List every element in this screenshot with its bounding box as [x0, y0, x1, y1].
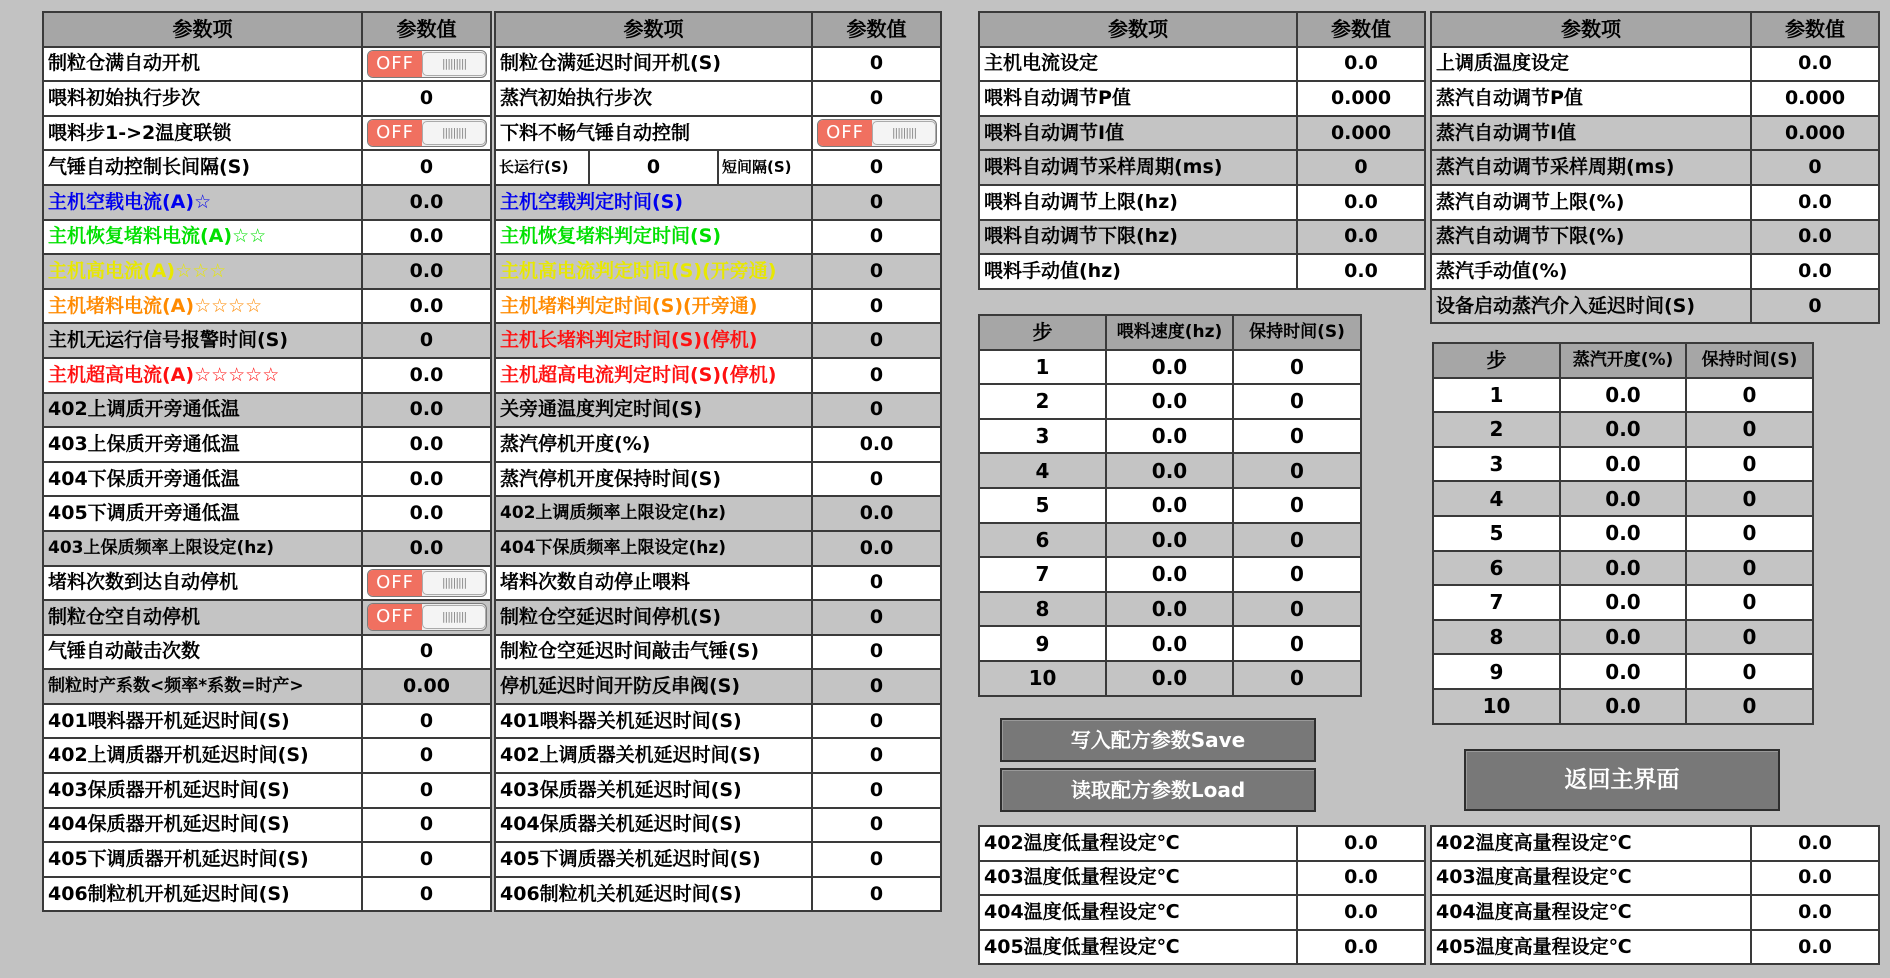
header-param-value: 参数值: [812, 12, 941, 47]
step-number: 2: [1433, 412, 1560, 447]
param-value[interactable]: 0.0: [1297, 220, 1425, 255]
param-value[interactable]: 0: [812, 323, 941, 358]
param-value[interactable]: 0: [362, 738, 491, 773]
param-label: 堵料次数自动停止喂料: [495, 566, 812, 601]
hold-time-value[interactable]: 0: [1686, 620, 1813, 655]
step-number: 5: [1433, 516, 1560, 551]
param-label: 蒸汽手动值(%): [1431, 254, 1751, 289]
param-label: 蒸汽自动调节上限(%): [1431, 185, 1751, 220]
step-number: 5: [979, 488, 1106, 523]
param-label: 主机恢复堵料判定时间(S): [495, 220, 812, 255]
header-param-name: 参数项: [979, 12, 1297, 47]
param-label: 制粒仓空延迟时间敲击气锤(S): [495, 635, 812, 670]
param-label: 402上调质器开机延迟时间(S): [43, 738, 362, 773]
header-param-value: 参数值: [362, 12, 491, 47]
param-value[interactable]: 0.0: [1297, 895, 1425, 930]
param-value[interactable]: 0: [812, 808, 941, 843]
hold-time-value[interactable]: 0: [1233, 661, 1361, 696]
toggle-state: OFF: [368, 570, 422, 596]
header-param-value: 参数值: [1751, 12, 1879, 47]
param-value[interactable]: 0.0: [362, 496, 491, 531]
param-value[interactable]: 0: [1297, 150, 1425, 185]
param-value[interactable]: 0: [812, 185, 941, 220]
param-label: 401喂料器开机延迟时间(S): [43, 704, 362, 739]
param-value[interactable]: 0.0: [362, 254, 491, 289]
param-label: 403温度高量程设定℃: [1431, 861, 1751, 896]
hold-time-value[interactable]: 0: [1686, 585, 1813, 620]
param-label: 403保质器关机延迟时间(S): [495, 773, 812, 808]
step-number: 6: [979, 523, 1106, 558]
param-value[interactable]: 0: [362, 877, 491, 912]
param-value[interactable]: 0.0: [812, 496, 941, 531]
step-number: 7: [979, 557, 1106, 592]
steam-opening-value[interactable]: 0.0: [1560, 654, 1686, 689]
off-switch[interactable]: [367, 50, 487, 78]
param-label: 主机空载判定时间(S): [495, 185, 812, 220]
param-label: 403上保质开旁通低温: [43, 427, 362, 462]
params-table-1: [42, 11, 492, 912]
param-value[interactable]: 0: [362, 704, 491, 739]
off-switch[interactable]: [817, 119, 937, 147]
param-value[interactable]: 0.0: [1751, 826, 1879, 861]
hold-time-value[interactable]: 0: [1233, 592, 1361, 627]
param-value[interactable]: 0: [812, 462, 941, 497]
param-value[interactable]: 0: [1751, 150, 1879, 185]
param-value[interactable]: 0: [362, 635, 491, 670]
param-label: 关旁通温度判定时间(S): [495, 393, 812, 428]
param-toggle[interactable]: [812, 116, 941, 151]
header-hold-time: 保持时间(S): [1686, 343, 1813, 378]
param-value[interactable]: 0: [812, 669, 941, 704]
header-feed-speed: 喂料速度(hz): [1106, 315, 1233, 350]
param-label: 停机延迟时间开防反串阀(S): [495, 669, 812, 704]
param-toggle[interactable]: [362, 116, 491, 151]
param-toggle[interactable]: [362, 566, 491, 601]
step-number: 9: [1433, 654, 1560, 689]
param-value[interactable]: 0.0: [362, 185, 491, 220]
feed-speed-value[interactable]: 0.0: [1106, 557, 1233, 592]
header-steam-opening: 蒸汽开度(%): [1560, 343, 1686, 378]
off-switch[interactable]: [367, 603, 487, 631]
param-label: 主机高电流(A)☆☆☆: [43, 254, 362, 289]
param-value[interactable]: 0.0: [812, 531, 941, 566]
header-param-name: 参数项: [495, 12, 812, 47]
grip-icon: |||||||||: [422, 605, 486, 629]
save-recipe-button[interactable]: 写入配方参数Save: [1000, 718, 1316, 762]
step-number: 10: [979, 661, 1106, 696]
feed-speed-value[interactable]: 0.0: [1106, 661, 1233, 696]
param-value[interactable]: 0.0: [362, 462, 491, 497]
long-run-label: 长运行(S): [495, 150, 589, 185]
hold-time-value[interactable]: 0: [1233, 453, 1361, 488]
header-hold-time: 保持时间(S): [1233, 315, 1361, 350]
param-value[interactable]: 0: [362, 808, 491, 843]
param-label: 蒸汽停机开度(%): [495, 427, 812, 462]
low-range-table: [978, 825, 1426, 965]
step-number: 8: [1433, 620, 1560, 655]
feed-speed-value[interactable]: 0.0: [1106, 419, 1233, 454]
grip-icon: |||||||||: [422, 571, 486, 595]
param-toggle[interactable]: [362, 600, 491, 635]
param-value[interactable]: 0.0: [1297, 47, 1425, 82]
param-label: 406制粒机开机延迟时间(S): [43, 877, 362, 912]
params-table-2: [494, 11, 942, 912]
toggle-state: OFF: [818, 120, 872, 146]
param-value[interactable]: 0.0: [362, 220, 491, 255]
param-label: 制粒时产系数<频率*系数=时产>: [43, 669, 362, 704]
feed-speed-value[interactable]: 0.0: [1106, 350, 1233, 385]
steam-opening-value[interactable]: 0.0: [1560, 378, 1686, 413]
param-value[interactable]: 0: [812, 289, 941, 324]
param-value[interactable]: 0.0: [362, 393, 491, 428]
hold-time-value[interactable]: 0: [1233, 488, 1361, 523]
param-label: 蒸汽自动调节I值: [1431, 116, 1751, 151]
param-value[interactable]: 0: [812, 393, 941, 428]
feed-speed-value[interactable]: 0.0: [1106, 523, 1233, 558]
param-label: 主机长堵料判定时间(S)(停机): [495, 323, 812, 358]
off-switch[interactable]: [367, 119, 487, 147]
param-label: 405下调质开旁通低温: [43, 496, 362, 531]
param-label: 402温度高量程设定℃: [1431, 826, 1751, 861]
param-value[interactable]: 0.0: [362, 358, 491, 393]
steam-opening-value[interactable]: 0.0: [1560, 516, 1686, 551]
load-recipe-button[interactable]: 读取配方参数Load: [1000, 768, 1316, 812]
step-number: 7: [1433, 585, 1560, 620]
param-label: 主机高电流判定时间(S)(开旁通): [495, 254, 812, 289]
param-label: 402上调质频率上限设定(hz): [495, 496, 812, 531]
hold-time-value[interactable]: 0: [1233, 350, 1361, 385]
param-value[interactable]: 0: [812, 358, 941, 393]
param-label: 主机无运行信号报警时间(S): [43, 323, 362, 358]
short-interval-label: 短间隔(S): [718, 150, 812, 185]
param-label: 404保质器关机延迟时间(S): [495, 808, 812, 843]
param-label: 405温度低量程设定℃: [979, 930, 1297, 965]
param-label: 气锤自动敲击次数: [43, 635, 362, 670]
hold-time-value[interactable]: 0: [1686, 412, 1813, 447]
param-value[interactable]: 0.0: [812, 427, 941, 462]
grip-icon: |||||||||: [422, 52, 486, 76]
param-label: 蒸汽自动调节P值: [1431, 81, 1751, 116]
hold-time-value[interactable]: 0: [1233, 419, 1361, 454]
hold-time-value[interactable]: 0: [1686, 689, 1813, 724]
param-value[interactable]: 0.000: [1297, 81, 1425, 116]
param-label: 406制粒机关机延迟时间(S): [495, 877, 812, 912]
param-value[interactable]: 0.0: [362, 427, 491, 462]
steam-opening-value[interactable]: 0.0: [1560, 689, 1686, 724]
grip-icon: |||||||||: [872, 121, 936, 145]
param-value[interactable]: 0: [812, 220, 941, 255]
off-switch[interactable]: [367, 569, 487, 597]
param-value[interactable]: 0: [812, 738, 941, 773]
step-number: 4: [1433, 481, 1560, 516]
param-value[interactable]: 0.0: [1751, 895, 1879, 930]
param-label: 403保质器开机延迟时间(S): [43, 773, 362, 808]
hold-time-value[interactable]: 0: [1686, 551, 1813, 586]
short-interval-value[interactable]: 0: [812, 150, 941, 185]
param-label: 404温度低量程设定℃: [979, 895, 1297, 930]
toggle-state: OFF: [368, 120, 422, 146]
param-label: 蒸汽自动调节采样周期(ms): [1431, 150, 1751, 185]
param-label: 气锤自动控制长间隔(S): [43, 150, 362, 185]
header-param-name: 参数项: [1431, 12, 1751, 47]
steam-opening-value[interactable]: 0.0: [1560, 481, 1686, 516]
param-value[interactable]: 0: [362, 150, 491, 185]
param-value[interactable]: 0: [362, 842, 491, 877]
param-label: 设备启动蒸汽介入延迟时间(S): [1431, 289, 1751, 324]
param-value[interactable]: 0: [362, 323, 491, 358]
param-value[interactable]: 0.0: [1751, 861, 1879, 896]
param-label: 405下调质器关机延迟时间(S): [495, 842, 812, 877]
param-label: 404保质器开机延迟时间(S): [43, 808, 362, 843]
param-label: 喂料自动调节P值: [979, 81, 1297, 116]
feed-speed-value[interactable]: 0.0: [1106, 488, 1233, 523]
param-value[interactable]: 0.000: [1297, 116, 1425, 151]
param-value[interactable]: 0.0: [1297, 254, 1425, 289]
param-value[interactable]: 0.0: [1297, 826, 1425, 861]
param-label: 主机堵料电流(A)☆☆☆☆: [43, 289, 362, 324]
param-label: 下料不畅气锤自动控制: [495, 116, 812, 151]
param-value[interactable]: 0.0: [1297, 861, 1425, 896]
feed-steps-table: [978, 314, 1362, 697]
param-label: 401喂料器关机延迟时间(S): [495, 704, 812, 739]
param-label: 402上调质开旁通低温: [43, 393, 362, 428]
param-value[interactable]: 0.0: [1751, 254, 1879, 289]
param-label: 403温度低量程设定℃: [979, 861, 1297, 896]
header-param-name: 参数项: [43, 12, 362, 47]
hold-time-value[interactable]: 0: [1686, 516, 1813, 551]
hold-time-value[interactable]: 0: [1233, 384, 1361, 419]
feed-speed-value[interactable]: 0.0: [1106, 384, 1233, 419]
feed-pid-table: [978, 11, 1426, 290]
param-label: 402上调质器关机延迟时间(S): [495, 738, 812, 773]
hold-time-value[interactable]: 0: [1686, 654, 1813, 689]
param-label: 主机电流设定: [979, 47, 1297, 82]
steam-pid-table: [1430, 11, 1880, 324]
feed-speed-value[interactable]: 0.0: [1106, 453, 1233, 488]
param-value[interactable]: 0: [812, 81, 941, 116]
param-label: 403上保质频率上限设定(hz): [43, 531, 362, 566]
param-label: 喂料步1->2温度联锁: [43, 116, 362, 151]
param-value[interactable]: 0: [812, 773, 941, 808]
grip-icon: |||||||||: [422, 121, 486, 145]
param-value[interactable]: 0: [812, 635, 941, 670]
param-label: 404温度高量程设定℃: [1431, 895, 1751, 930]
param-label: 制粒仓满自动开机: [43, 47, 362, 82]
param-label: 402温度低量程设定℃: [979, 826, 1297, 861]
param-label: 405下调质器开机延迟时间(S): [43, 842, 362, 877]
param-label: 主机空载电流(A)☆: [43, 185, 362, 220]
step-number: 9: [979, 626, 1106, 661]
step-number: 8: [979, 592, 1106, 627]
param-value[interactable]: 0: [362, 81, 491, 116]
param-value[interactable]: 0.00: [362, 669, 491, 704]
param-label: 主机超高电流判定时间(S)(停机): [495, 358, 812, 393]
param-toggle[interactable]: [362, 47, 491, 82]
param-label: 堵料次数到达自动停机: [43, 566, 362, 601]
param-value[interactable]: 0.000: [1751, 116, 1879, 151]
param-value[interactable]: 0: [812, 842, 941, 877]
hold-time-value[interactable]: 0: [1233, 523, 1361, 558]
param-value[interactable]: 0: [812, 566, 941, 601]
param-label: 喂料自动调节I值: [979, 116, 1297, 151]
step-number: 1: [1433, 378, 1560, 413]
steam-opening-value[interactable]: 0.0: [1560, 551, 1686, 586]
step-number: 2: [979, 384, 1106, 419]
hold-time-value[interactable]: 0: [1233, 626, 1361, 661]
long-run-value[interactable]: 0: [589, 150, 718, 185]
param-label: 404下保质频率上限设定(hz): [495, 531, 812, 566]
param-label: 上调质温度设定: [1431, 47, 1751, 82]
high-range-table: [1430, 825, 1880, 965]
param-label: 制粒仓满延迟时间开机(S): [495, 47, 812, 82]
param-value[interactable]: 0: [1751, 289, 1879, 324]
steam-opening-value[interactable]: 0.0: [1560, 412, 1686, 447]
steam-steps-table: [1432, 342, 1814, 725]
param-value[interactable]: 0: [812, 47, 941, 82]
step-number: 6: [1433, 551, 1560, 586]
hold-time-value[interactable]: 0: [1686, 378, 1813, 413]
param-label: 喂料自动调节下限(hz): [979, 220, 1297, 255]
step-number: 3: [1433, 447, 1560, 482]
step-number: 1: [979, 350, 1106, 385]
param-label: 蒸汽自动调节下限(%): [1431, 220, 1751, 255]
param-label: 405温度高量程设定℃: [1431, 930, 1751, 965]
param-value[interactable]: 0.0: [1751, 47, 1879, 82]
param-label: 蒸汽初始执行步次: [495, 81, 812, 116]
toggle-state: OFF: [368, 51, 422, 77]
param-value[interactable]: 0.0: [1751, 185, 1879, 220]
step-number: 3: [979, 419, 1106, 454]
param-label: 蒸汽停机开度保持时间(S): [495, 462, 812, 497]
hold-time-value[interactable]: 0: [1233, 557, 1361, 592]
step-number: 4: [979, 453, 1106, 488]
steam-opening-value[interactable]: 0.0: [1560, 585, 1686, 620]
hold-time-value[interactable]: 0: [1686, 447, 1813, 482]
param-label: 主机超高电流(A)☆☆☆☆☆: [43, 358, 362, 393]
param-label: 主机恢复堵料电流(A)☆☆: [43, 220, 362, 255]
param-label: 404下保质开旁通低温: [43, 462, 362, 497]
param-label: 喂料自动调节采样周期(ms): [979, 150, 1297, 185]
feed-speed-value[interactable]: 0.0: [1106, 626, 1233, 661]
param-value[interactable]: 0.0: [1751, 930, 1879, 965]
step-number: 10: [1433, 689, 1560, 724]
feed-speed-value[interactable]: 0.0: [1106, 592, 1233, 627]
hold-time-value[interactable]: 0: [1686, 481, 1813, 516]
param-value[interactable]: 0: [812, 877, 941, 912]
param-label: 喂料自动调节上限(hz): [979, 185, 1297, 220]
param-value[interactable]: 0: [812, 600, 941, 635]
header-step: 步: [979, 315, 1106, 350]
param-value[interactable]: 0: [812, 254, 941, 289]
param-value[interactable]: 0.0: [1751, 220, 1879, 255]
header-param-value: 参数值: [1297, 12, 1425, 47]
return-home-button[interactable]: 返回主界面: [1464, 749, 1780, 811]
steam-opening-value[interactable]: 0.0: [1560, 447, 1686, 482]
param-label: 喂料手动值(hz): [979, 254, 1297, 289]
param-value[interactable]: 0.0: [362, 531, 491, 566]
param-value[interactable]: 0: [812, 704, 941, 739]
param-label: 主机堵料判定时间(S)(开旁通): [495, 289, 812, 324]
param-label: 制粒仓空延迟时间停机(S): [495, 600, 812, 635]
param-value[interactable]: 0.0: [1297, 930, 1425, 965]
param-value[interactable]: 0.000: [1751, 81, 1879, 116]
header-step: 步: [1433, 343, 1560, 378]
param-label: 制粒仓空自动停机: [43, 600, 362, 635]
param-label: 喂料初始执行步次: [43, 81, 362, 116]
steam-opening-value[interactable]: 0.0: [1560, 620, 1686, 655]
toggle-state: OFF: [368, 604, 422, 630]
param-value[interactable]: 0: [362, 773, 491, 808]
param-value[interactable]: 0.0: [1297, 185, 1425, 220]
param-value[interactable]: 0.0: [362, 289, 491, 324]
